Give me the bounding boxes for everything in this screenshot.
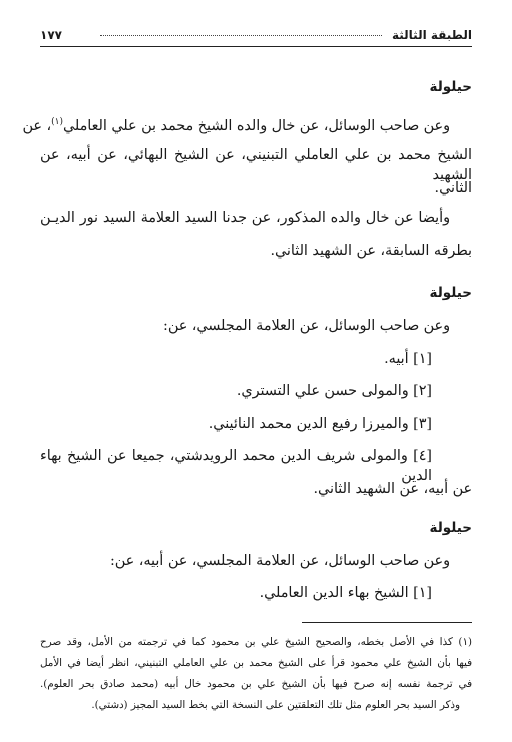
list-item: [١] الشيخ بهاء الدين العاملي. (259, 585, 432, 601)
paragraph-line: الثاني. (434, 180, 472, 196)
footnote-line: في ترجمة نفسه إنه صرح فيها بأن الشيخ علي بن محمود خال أبيه (محمد صادق بحر العلوم). (40, 678, 472, 690)
section-heading: حيلولة (429, 285, 472, 301)
footnote-line: وذكر السيد بحر العلوم مثل تلك التعلقتين على النسخة التي بخط السيد المجيز (دشتي). (91, 699, 460, 711)
paragraph-line: وعن صاحب الوسائل، عن العلامة المجلسي، عن: (163, 318, 450, 334)
footnote-separator (302, 622, 472, 623)
list-item: [٣] والميرزا رفيع الدين محمد النائيني. (208, 416, 432, 432)
footnote-line: (١) كذا في الأصل بخطه، والصحيح الشيخ علي بن محمود كما في ترجمته من الأمل، وقد صرح (40, 636, 472, 648)
running-header-title: الطبقة الثالثة (391, 28, 472, 42)
list-item: [٤] والمولى شريف الدين محمد الرويدشتي، جميعا عن الشيخ بهاء الدين (40, 448, 432, 484)
paragraph-text: ، عن (22, 117, 52, 134)
paragraph-line: وعن صاحب الوسائل، عن العلامة المجلسي، عن أبيه، عن: (109, 553, 450, 569)
section-heading: حيلولة (429, 520, 472, 536)
list-item: [٢] والمولى حسن علي التستري. (236, 383, 432, 399)
page-number: ١٧٧ (40, 28, 62, 42)
header-dot-leader (100, 35, 382, 36)
paragraph-line: الشيخ محمد بن علي العاملي التبنيني، عن الشيخ البهائي، عن أبيه، عن الشهيد (40, 147, 472, 183)
paragraph-line: بطرقه السابقة، عن الشهيد الثاني. (270, 243, 472, 259)
footnote-line: فيها بأن الشيخ علي محمود قرأ على الشيخ محمد بن علي العاملي التبنيني، انظر أيضا في الأمل (40, 657, 472, 669)
running-header (40, 26, 472, 47)
section-heading: حيلولة (429, 79, 472, 95)
list-item: [١] أبيه. (384, 351, 432, 367)
paragraph-line: وأيضا عن خال والده المذكور، عن جدنا السيد العلامة السيد نور الديـن (40, 210, 450, 226)
footnote-reference: (١) (51, 117, 63, 127)
paragraph-line (23, 112, 451, 136)
paragraph-text: وعن صاحب الوسائل، عن خال والده الشيخ محمد بن علي العاملي (62, 117, 450, 134)
list-item-continuation: عن أبيه، عن الشهيد الثاني. (313, 481, 472, 497)
